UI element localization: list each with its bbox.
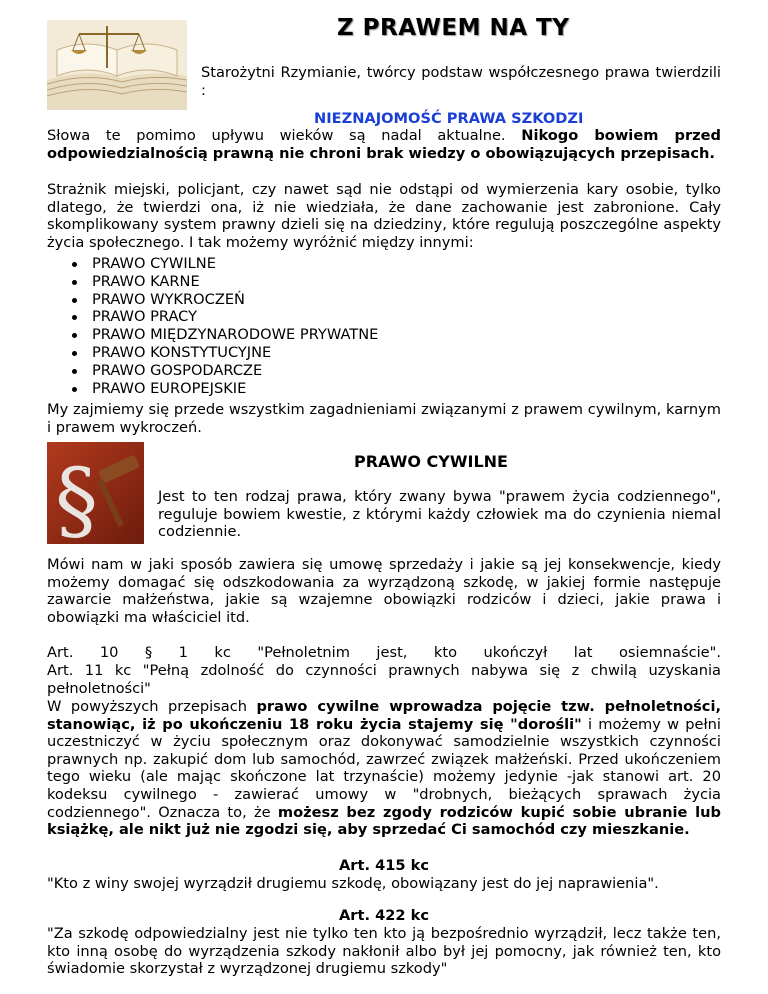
adulthood-text-1: W powyższych przepisach (47, 698, 257, 715)
adulthood-paragraph (47, 698, 721, 839)
list-item: PRAWO KARNE (92, 273, 378, 291)
adulthood-bold-1: prawo cywilne wprowadza pojęcie tzw. pełnoletności, stanowiąc, iż po ukończeniu 18 roku życia stajemy się "dorośli" (47, 698, 721, 733)
law-areas-list (47, 255, 378, 397)
civil-law-heading: PRAWO CYWILNE (354, 452, 508, 471)
civil-law-intro: Jest to ten rodzaj prawa, który zwany bywa "prawem życia codziennego", reguluje bowiem kwestie, z którymi każdy człowiek ma do czynienia niemal codziennie. (158, 488, 721, 541)
art10-text: Art. 10 § 1 kc "Pełnoletnim jest, kto ukończył lat osiemnaście". (47, 644, 721, 661)
warning-heading: NIEZNAJOMOŚĆ PRAWA SZKODZI (314, 110, 584, 127)
adulthood-text-2: i możemy w pełni uczestniczyć w życiu społecznym oraz dokonywać samodzielnie wszystkich czynności prawnych np. zakupić dom lub samochód, zawrzeć związek małżeński. Przed ukończeniem tego wieku (ale mając skończone lat trzynaście) możemy jedynie -jak stanowi art. 20 kodeksu cywilnego - zawierać umowy w "drobnych, bieżących sprawach życia codziennego". Oznacza to, że (47, 715, 721, 821)
art415-text: "Kto z winy swojej wyrządził drugiemu szkodę, obowiązany jest do jej naprawienia". (47, 875, 659, 892)
books-scales-image (47, 20, 187, 110)
art422-heading: Art. 422 kc (339, 907, 429, 924)
art11-text: Art. 11 kc "Pełną zdolność do czynności prawnych nabywa się z chwilą uzyskania pełnoletności" (47, 662, 721, 697)
civil-law-paragraph: Mówi nam w jaki sposób zawiera się umowę sprzedaży i jakie są jej konsekwencje, kiedy możemy domagać się odszkodowania za wyrządzoną szkodę, w jakiej formie następuje zawarcie małżeństwa, jakie są wzajemne obowiązki rodziców i dzieci, jakie prawa i obowiązki ma właściciel itd. (47, 556, 721, 626)
list-item: PRAWO EUROPEJSKIE (92, 380, 378, 398)
svg-text:§: § (55, 451, 98, 544)
paragraph-1-bold: Nikogo bowiem przed odpowiedzialnością prawną nie chroni brak wiedzy o obowiązujących przepisach. (47, 127, 721, 162)
list-item: PRAWO WYKROCZEŃ (92, 291, 378, 309)
paragraph-gavel-image (47, 442, 144, 544)
intro-text: Starożytni Rzymianie, twórcy podstaw współczesnego prawa twierdzili : (201, 64, 721, 99)
paragraph-1-text: Słowa te pomimo upływu wieków są nadal aktualne. (47, 127, 522, 144)
list-item: PRAWO CYWILNE (92, 255, 378, 273)
adulthood-bold-2: możesz bez zgody rodziców kupić sobie ubranie lub książkę, ale nikt już nie zgodzi się, aby sprzedać Ci samochód czy mieszkanie. (47, 803, 721, 839)
page-title: Z PRAWEM NA TY (337, 15, 570, 41)
paragraph-3: My zajmiemy się przede wszystkim zagadnieniami związanymi z prawem cywilnym, karnym i prawem wykroczeń. (47, 401, 721, 436)
art415-heading: Art. 415 kc (339, 857, 429, 874)
paragraph-2: Strażnik miejski, policjant, czy nawet sąd nie odstąpi od wymierzenia kary osobie, tylko dlatego, że twierdzi ona, iż nie wiedziała, że dane zachowanie jest zabronione. Cały skomplikowany system prawny dzieli się na dziedziny, które regulują poszczególne aspekty życia społecznego. I tak możemy wyróżnić między innymi: (47, 181, 721, 251)
list-item: PRAWO GOSPODARCZE (92, 362, 378, 380)
paragraph-1 (47, 127, 721, 162)
list-item: PRAWO MIĘDZYNARODOWE PRYWATNE (92, 326, 379, 344)
art422-text: "Za szkodę odpowiedzialny jest nie tylko ten kto ją bezpośrednio wyrządził, lecz także ten, kto inną osobę do wyrządzenia szkody nakłonił albo był jej pomocny, jak również ten, kto świadomie skorzystał z wyrządzonej drugiemu szkody" (47, 925, 721, 978)
list-item: PRAWO PRACY (92, 308, 378, 326)
list-item: PRAWO KONSTYTUCYJNE (92, 344, 378, 362)
